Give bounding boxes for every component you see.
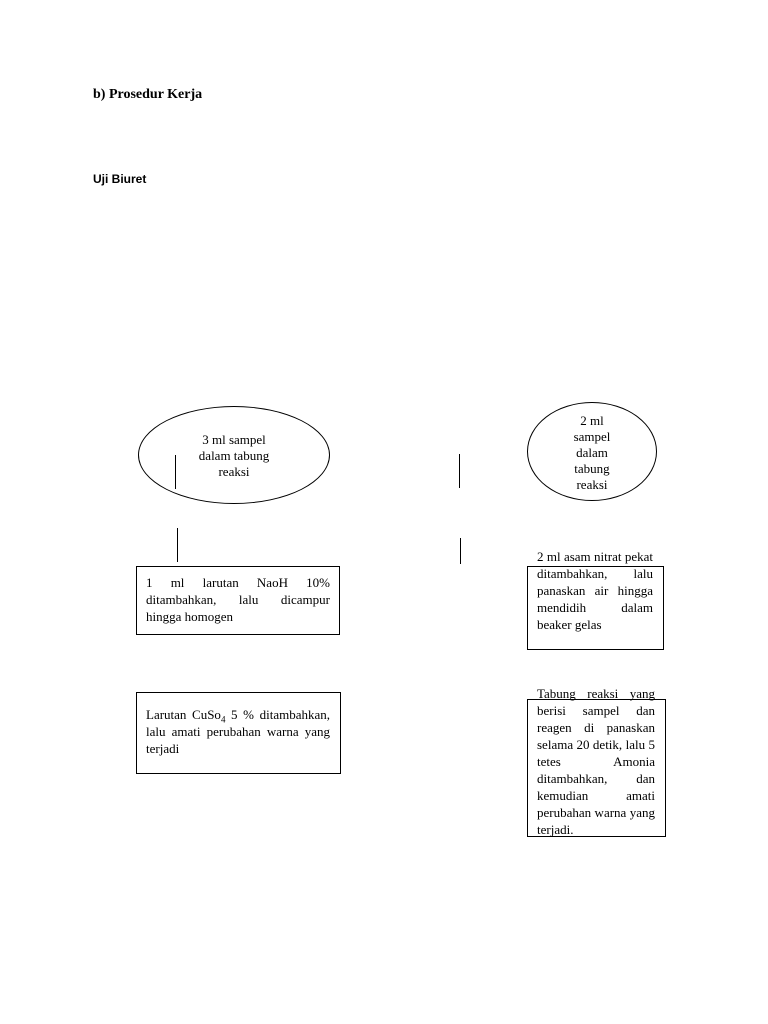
left-step2-subscript: 4 [220,714,226,725]
right-start-text: 2 ml sampel dalam tabung reaksi [573,412,611,492]
right-connector-1 [459,454,460,488]
left-step1-text: 1 ml larutan NaoH 10% ditambahkan, lalu dicampur hingga homogen [146,575,330,624]
subheading: Uji Biuret [93,172,147,186]
left-start-ellipse [138,406,330,504]
right-step1-text: 2 ml asam nitrat pekat ditambahkan, lalu panaskan air hingga mendidih dalam beaker gelas [537,549,653,632]
right-start-ellipse [527,402,657,501]
left-step2-text [146,706,330,757]
left-start-text: 3 ml sampel dalam tabung reaksi [198,432,270,479]
left-step2-suffix: 5 % ditambahkan, lalu amati perubahan warna yang terjadi [146,707,330,756]
left-step2-prefix: Larutan CuSo [146,707,221,722]
left-connector-2 [177,528,178,562]
section-heading: b) Prosedur Kerja [93,87,203,102]
right-step2-text: Tabung reaksi yang berisi sampel dan reagen di panaskan selama 20 detik, lalu 5 tetes Amonia ditambahkan, dan kemudian amati perubahan warna yang terjadi. [537,686,655,837]
left-connector-1 [175,455,176,489]
right-connector-2 [460,538,461,564]
